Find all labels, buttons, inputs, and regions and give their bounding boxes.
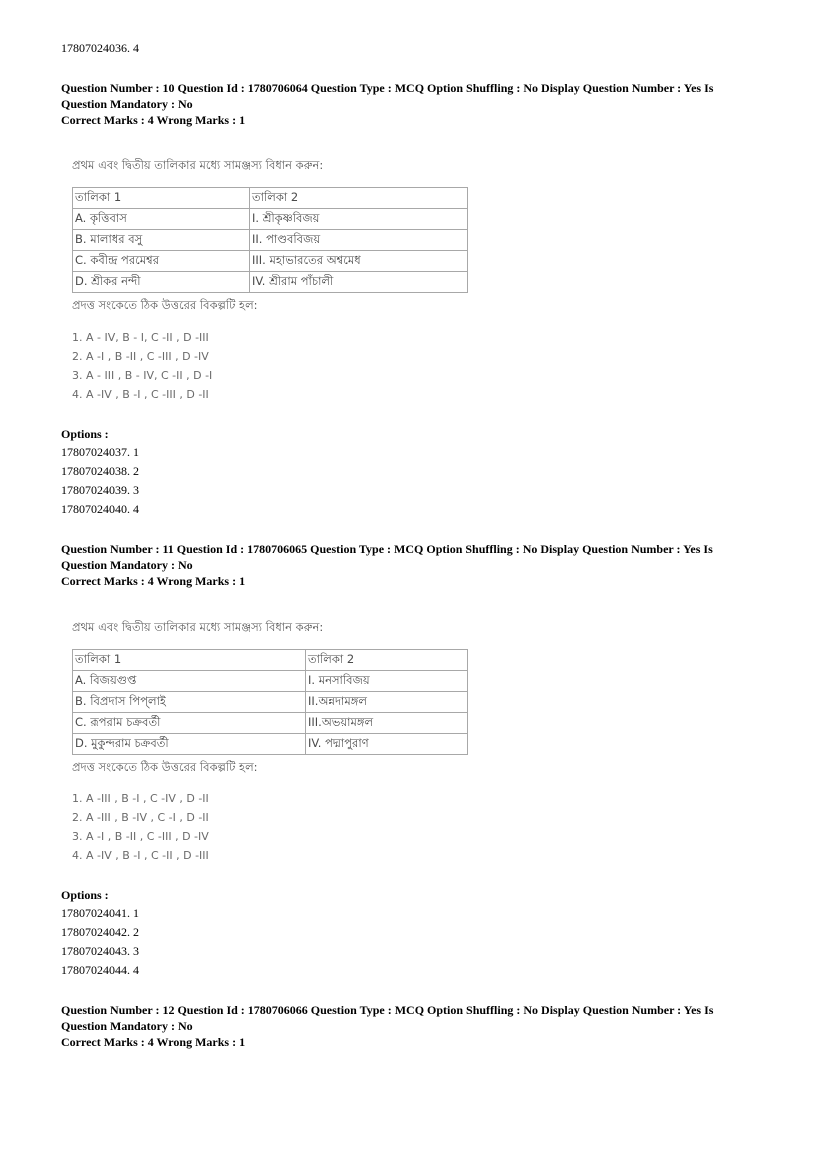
option-item: 17807024041. 1 xyxy=(61,906,139,920)
choice-item: 3. A - III , B - IV, C -II , D -I xyxy=(72,369,213,382)
table-header-list1: তালিকা 1 xyxy=(73,188,250,209)
question-11-choices xyxy=(72,789,209,865)
question-12-marks: Correct Marks : 4 Wrong Marks : 1 xyxy=(61,1035,246,1049)
table-cell: IV. শ্রীরাম পাঁচালী xyxy=(250,272,468,293)
option-item: 17807024044. 4 xyxy=(61,963,139,977)
table-row xyxy=(73,671,468,692)
table-cell: III. মহাভারতের অশ্বমেধ xyxy=(250,251,468,272)
previous-option-line: 17807024036. 4 xyxy=(61,41,139,55)
table-cell: II. পাণ্ডববিজয় xyxy=(250,230,468,251)
question-11-options xyxy=(61,904,139,980)
question-10-match-table xyxy=(72,187,468,293)
question-11-instruction: প্রথম এবং দ্বিতীয় তালিকার মধ্যে সামঞ্জস্য বিধান করুন: xyxy=(72,620,324,634)
option-item: 17807024039. 3 xyxy=(61,483,139,497)
question-10-marks: Correct Marks : 4 Wrong Marks : 1 xyxy=(61,113,246,127)
table-cell: I. শ্রীকৃষ্ণবিজয় xyxy=(250,209,468,230)
option-item: 17807024042. 2 xyxy=(61,925,139,939)
table-cell: III.অভয়ামঙ্গল xyxy=(306,713,468,734)
question-12-meta: Question Number : 12 Question Id : 1780706066 Question Type : MCQ Option Shuffling : No Display Question Number : Yes Is Question Mandatory : No xyxy=(61,1003,714,1033)
table-cell: A. কৃত্তিবাস xyxy=(73,209,250,230)
option-item: 17807024043. 3 xyxy=(61,944,139,958)
question-10-meta: Question Number : 10 Question Id : 1780706064 Question Type : MCQ Option Shuffling : No Display Question Number : Yes Is Question Mandatory : No xyxy=(61,81,714,111)
choice-item: 1. A -III , B -I , C -IV , D -II xyxy=(72,792,209,805)
table-row xyxy=(73,272,468,293)
table-cell: I. মনসাবিজয় xyxy=(306,671,468,692)
question-10-instruction: প্রথম এবং দ্বিতীয় তালিকার মধ্যে সামঞ্জস্য বিধান করুন: xyxy=(72,158,324,172)
question-11-match-table xyxy=(72,649,468,755)
table-row xyxy=(73,713,468,734)
table-header-row xyxy=(73,650,468,671)
table-header-list2: তালিকা 2 xyxy=(250,188,468,209)
table-row xyxy=(73,692,468,713)
question-11-prompt: প্রদত্ত সংকেতে ঠিক উত্তরের বিকল্পটি হল: xyxy=(72,760,258,774)
table-row xyxy=(73,251,468,272)
question-11-meta: Question Number : 11 Question Id : 1780706065 Question Type : MCQ Option Shuffling : No Display Question Number : Yes Is Question Mandatory : No xyxy=(61,542,713,572)
choice-item: 4. A -IV , B -I , C -III , D -II xyxy=(72,388,209,401)
table-header-list1: তালিকা 1 xyxy=(73,650,306,671)
table-cell: II.অন্নদামঙ্গল xyxy=(306,692,468,713)
question-10-options xyxy=(61,443,139,519)
table-cell: C. কবীন্দ্র পরমেশ্বর xyxy=(73,251,250,272)
option-item: 17807024040. 4 xyxy=(61,502,139,516)
table-header-list2: তালিকা 2 xyxy=(306,650,468,671)
table-row xyxy=(73,734,468,755)
question-10-choices xyxy=(72,328,212,404)
table-cell: B. বিপ্রদাস পিপ্‌লাই xyxy=(73,692,306,713)
table-cell: B. মালাধর বসু xyxy=(73,230,250,251)
question-10-options-label: Options : xyxy=(61,427,109,441)
table-cell: C. রূপরাম চক্রবর্তী xyxy=(73,713,306,734)
option-item: 17807024038. 2 xyxy=(61,464,139,478)
table-cell: D. শ্রীকর নন্দী xyxy=(73,272,250,293)
table-cell: D. মুকুন্দরাম চক্রবর্তী xyxy=(73,734,306,755)
question-11-options-label: Options : xyxy=(61,888,109,902)
choice-item: 4. A -IV , B -I , C -II , D -III xyxy=(72,849,209,862)
choice-item: 1. A - IV, B - I, C -II , D -III xyxy=(72,331,209,344)
table-header-row xyxy=(73,188,468,209)
option-item: 17807024037. 1 xyxy=(61,445,139,459)
choice-item: 2. A -I , B -II , C -III , D -IV xyxy=(72,350,209,363)
table-cell: IV. পদ্মাপুরাণ xyxy=(306,734,468,755)
table-row xyxy=(73,209,468,230)
table-row xyxy=(73,230,468,251)
question-10-prompt: প্রদত্ত সংকেতে ঠিক উত্তরের বিকল্পটি হল: xyxy=(72,298,258,312)
table-cell: A. বিজয়গুপ্ত xyxy=(73,671,306,692)
choice-item: 2. A -III , B -IV , C -I , D -II xyxy=(72,811,209,824)
question-11-marks: Correct Marks : 4 Wrong Marks : 1 xyxy=(61,574,246,588)
choice-item: 3. A -I , B -II , C -III , D -IV xyxy=(72,830,209,843)
